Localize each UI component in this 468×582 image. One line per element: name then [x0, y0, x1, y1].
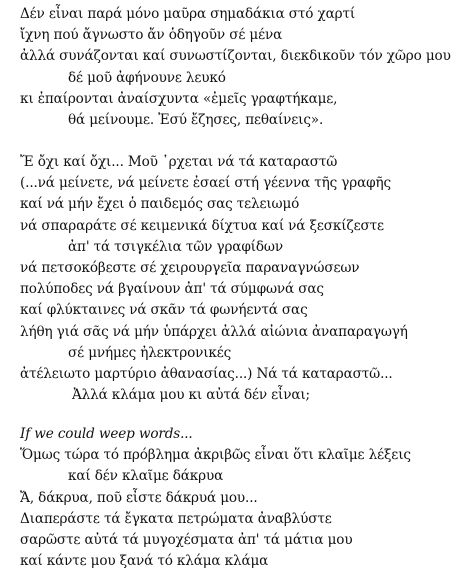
poem-line: (...νά μείνετε, νά μείνετε ἐσαεί στή γέεννα τῆς γραφῆς — [20, 175, 391, 192]
poem-line: σαρῶστε αὐτά τά μυγοχέσματα ἀπ' τά μάτια μου — [20, 531, 353, 548]
poem-line: Ἔ ὄχι καί ὄχι... Μοῦ ῾ρχεται νά τά καταραστῶ — [20, 154, 338, 170]
poem-line: πολύποδες νά βγαίνουν ἀπ' τά σύμφωνά σας — [20, 281, 324, 298]
poem-line: θά μείνουμε. Ἐσύ ἔζησες, πεθαίνεις». — [68, 111, 324, 128]
stanza-3 — [20, 424, 464, 572]
poem-line: ἴχνη πού ἄγνωστο ἄν ὁδηγοῦν σέ μένα — [20, 27, 283, 44]
poem-line: καί δέν κλαῖμε δάκρυα — [68, 468, 224, 485]
poem-line: καί νά μήν ἔχει ὁ παιδεμός σας τελειωμό — [20, 196, 300, 213]
poem-line: δέ μοῦ ἀφήνουνε λευκό — [68, 69, 226, 86]
poem-line: ἀπ' τά τσιγκέλια τῶν γραφίδων — [68, 238, 283, 255]
poem-line: Ὅμως τώρα τό πρόβλημα ἀκριβῶς εἶναι ὅτι κλαῖμε λέξεις — [20, 447, 411, 464]
poem-line: ἀτέλειωτο μαρτύριο ἀθανασίας...) Νά τά καταραστῶ... — [20, 365, 393, 382]
poem-line: Ἄ, δάκρυα, ποῦ εἶστε δάκρυά μου... — [20, 489, 258, 506]
poem-line: σέ μνήμες ἠλεκτρονικές — [68, 344, 232, 361]
poem-line: λήθη γιά σᾶς νά μήν ὑπάρχει ἀλλά αἰώνια ἀναπαραγωγή — [20, 323, 408, 340]
stanza-2 — [20, 152, 464, 406]
poem-line: ἀλλά συνάζονται καί συνωστίζονται, διεκδικοῦν τόν χῶρο μου — [20, 48, 451, 65]
poem-line: νά πετσοκόβεστε σέ χειρουργεῖα παραναγνώσεων — [20, 259, 360, 276]
poem-line: καί κάντε μου ξανά τό κλάμα κλάμα — [20, 553, 269, 570]
stanza-1 — [20, 4, 464, 131]
poem-line: If we could weep words... — [20, 426, 193, 442]
poem-line: Δέν εἶναι παρά μόνο μαῦρα σημαδάκια στό χαρτί — [20, 6, 356, 22]
poem-line: Διαπεράστε τά ἔγκατα πετρώματα ἀναβλύστε — [20, 510, 332, 527]
poem-line: νά σπαραράτε σέ κειμενικά δίχτυα καί νά ξεσκίζεστε — [20, 217, 384, 234]
poem-line: κι ἐπαίρονται ἀναίσχυντα «ἐμεῖς γραφτήκαμε, — [20, 90, 338, 107]
poem-line: καί φλύκταινες νά σκᾶν τά φωνήεντά σας — [20, 302, 308, 319]
poem-line: Ἀλλά κλάμα μου κι αὐτά δέν εἶναι; — [72, 387, 310, 404]
